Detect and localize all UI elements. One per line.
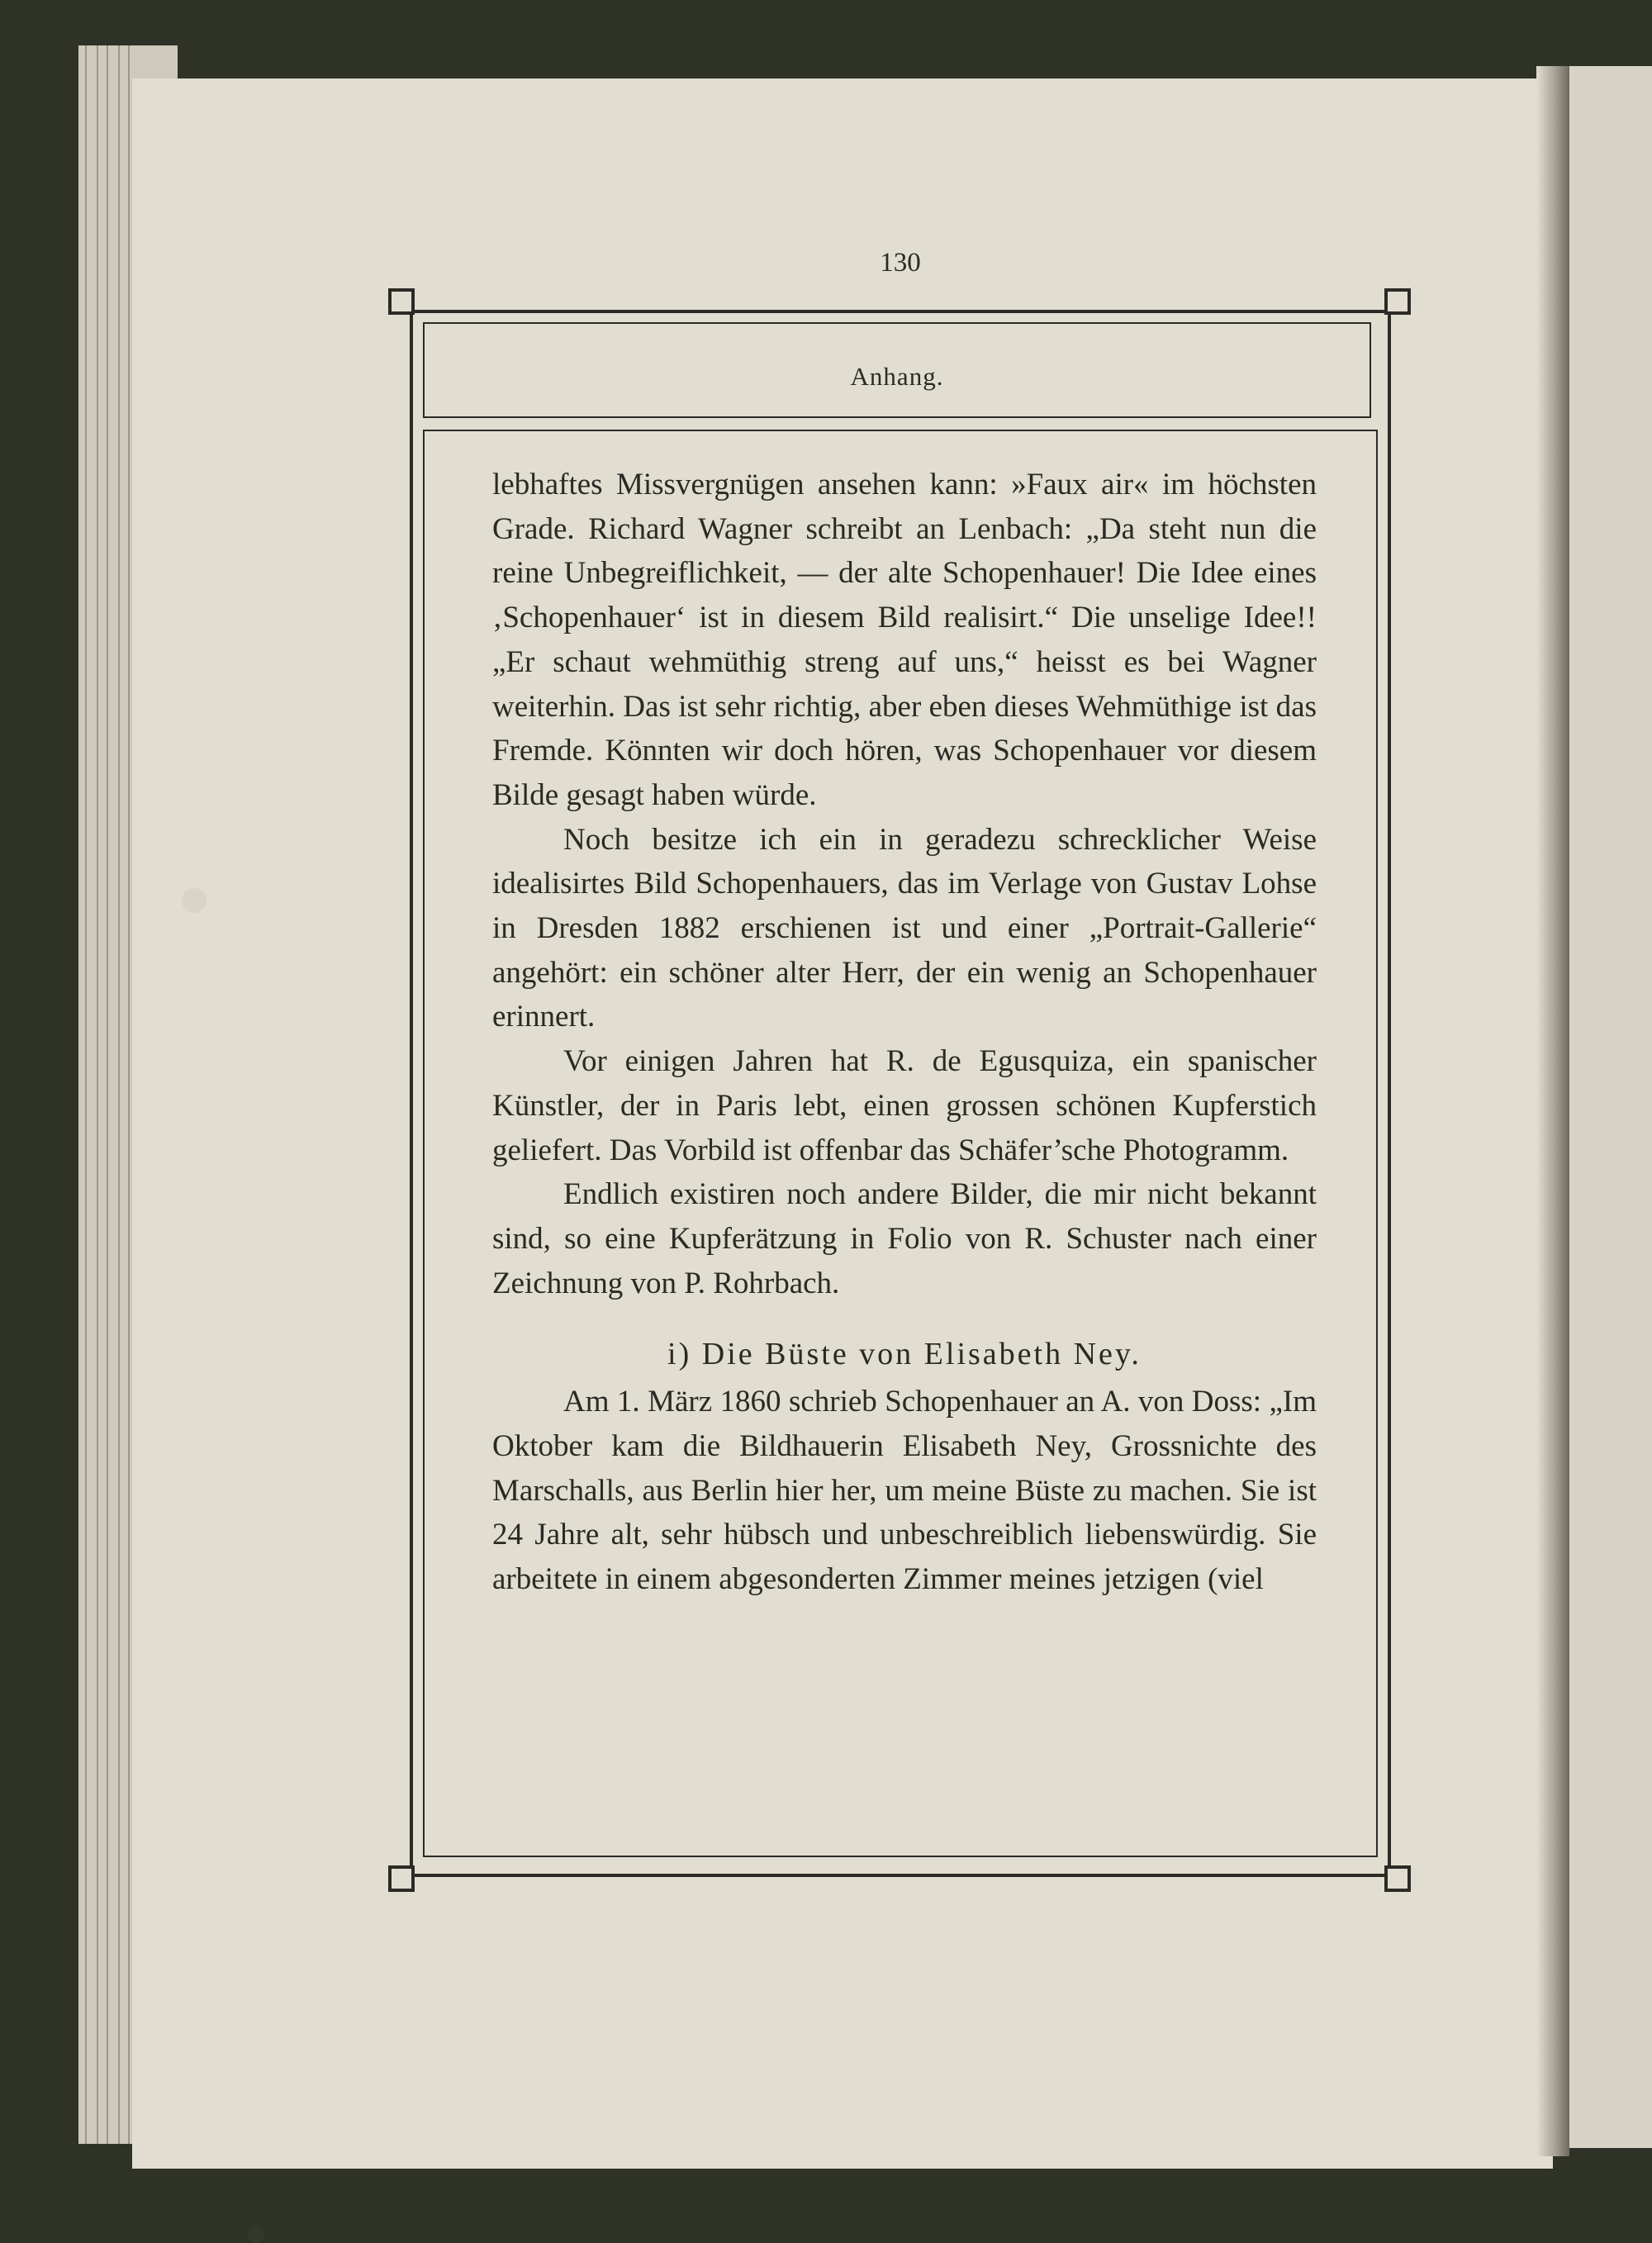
section-heading: i) Die Büste von Elisabeth Ney. (667, 1337, 1142, 1372)
paragraph-3: Vor einigen Jahren hat R. de Egusquiza, ein spanischer Künstler, der in Paris lebt, einen grossen schönen Kupferstich geliefert. Das Vorbild ist offenbar das Schäfer’sche Photogramm. (492, 1044, 1317, 1167)
page-number: 130 (880, 248, 921, 278)
frame-right-line (1388, 302, 1391, 1884)
running-head: Anhang. (850, 362, 944, 391)
section-paragraph: Am 1. März 1860 schrieb Schopenhauer an A. von Doss: „Im Oktober kam die Bildhauerin Elisabeth Ney, Grossnichte des Marschalls, aus Berlin hier her, um meine Büste zu machen. Sie ist 24 Jahre alt, sehr hübsch und unbeschreiblich liebenswürdig. Sie arbeitete in einem abgesonderten Zimmer meines jetzigen (viel (492, 1385, 1317, 1597)
frame-left-line (410, 302, 413, 1884)
body-text (492, 463, 1317, 1602)
frame-corner-top-right (1384, 288, 1411, 315)
paragraph-1: lebhaftes Missvergnügen ansehen kann: »Faux air« im höchsten Grade. Richard Wagner schreibt an Lenbach: „Da steht nun die reine Unbegreiflichkeit, — der alte Schopenhauer! Die Idee eines ‚Schopenhauer‘ ist in diesem Bild realisirt.“ Die unselige Idee!! „Er schaut wehmüthig streng auf uns,“ heisst es bei Wagner weiterhin. Das ist sehr richtig, aber eben dieses Wehmüthige ist das Fremde. Könnten wir doch hören, was Schopenhauer vor diesem Bilde gesagt haben würde. (492, 468, 1317, 812)
frame-corner-bottom-left (388, 1865, 415, 1892)
frame-corner-bottom-right (1384, 1865, 1411, 1892)
book-gutter (1536, 66, 1569, 2156)
frame-corner-top-left (388, 288, 415, 315)
frame-top-line (405, 310, 1396, 313)
paragraph-4: Endlich existiren noch andere Bilder, die mir nicht bekannt sind, so eine Kupferätzung in Folio von R. Schuster nach einer Zeichnung von P. Rohrbach. (492, 1177, 1317, 1300)
running-head-box (423, 322, 1371, 418)
paragraph-2: Noch besitze ich ein in geradezu schrecklicher Weise idealisirtes Bild Schopenhauers, das im Verlage von Gustav Lohse in Dresden 1882 erschienen ist und einer „Portrait-Gallerie“ angehört: ein schöner alter Herr, der ein wenig an Schopenhauer erinnert. (492, 822, 1317, 1034)
frame-bottom-line (405, 1874, 1396, 1877)
facing-page-edge (1565, 66, 1652, 2148)
